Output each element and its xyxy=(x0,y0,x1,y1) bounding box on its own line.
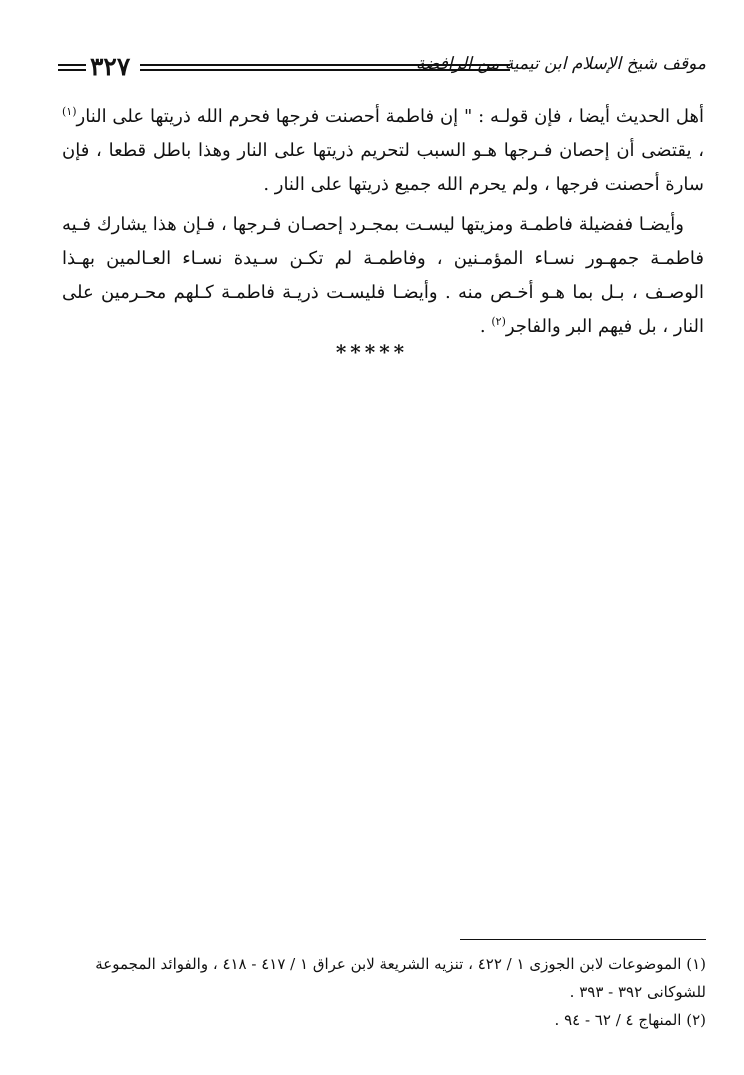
paragraph-1 xyxy=(62,100,704,202)
running-header xyxy=(58,52,706,86)
footnote-1: (١) الموضوعات لابن الجوزى ١ / ٤٢٢ ، تنزيه الشريعة لابن عراق ١ / ٤١٧ - ٤١٨ ، والفوائد المجموعة للشوكانى ٣٩٢ - ٣٩٣ . xyxy=(95,955,706,1001)
footnote-ref-1: (١) xyxy=(62,105,77,118)
page-number: ٣٢٧ xyxy=(90,52,131,81)
footnotes xyxy=(52,950,706,1034)
main-text xyxy=(62,100,704,350)
paragraph-2 xyxy=(62,208,704,344)
header-rule-left xyxy=(58,64,86,71)
running-title: موقف شيخ الإسلام ابن تيمية من الرافضة xyxy=(415,54,706,74)
footnote-2: (٢) المنهاج ٤ / ٦٢ - ٩٤ . xyxy=(554,1011,706,1029)
paragraph-1-text: أهل الحديث أيضا ، فإن قولـه : " إن فاطمة أحصنت فرجها فحرم الله ذريتها على النار xyxy=(76,106,704,127)
footnote-ref-2: (٢) xyxy=(491,315,506,328)
footnote-rule xyxy=(460,939,706,940)
paragraph-2-text: وأيضـا ففضيلة فاطمـة ومزيتها ليسـت بمجـرد إحصـان فـرجها ، فـإن هذا يشارك فـيه فاطمـة جمهـور نسـاء المؤمـنين ، وفاطمـة لم تكـن سـيدة نسـاء العـالمين بهـذا الوصـف ، بـل بما هـو أخـص منه . وأيضـا فليسـت ذريـة فاطمـة كـلهم محـرمين على النار ، بل فيهم البر والفاجر xyxy=(62,214,704,337)
paragraph-2-text-cont: . xyxy=(479,316,492,337)
section-separator: ***** xyxy=(335,340,409,364)
paragraph-1-text-cont: ، يقتضى أن إحصان فـرجها هـو السبب لتحريم ذريتها على النار وهذا باطل قطعا ، فإن سارة أحصنت فرجها ، ولم يحرم الله جميع ذريتها على النار . xyxy=(62,140,704,195)
